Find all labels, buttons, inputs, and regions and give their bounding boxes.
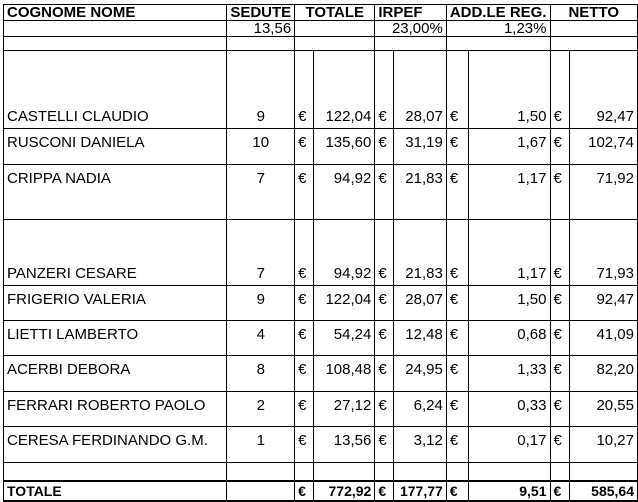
spacer-cell[interactable] <box>4 463 227 481</box>
sedute-cell[interactable]: 2 <box>227 392 295 427</box>
irpef-cell[interactable]: 6,24 <box>394 392 446 427</box>
currency-cell[interactable]: € <box>446 51 469 129</box>
table-row <box>4 356 638 392</box>
table-row <box>4 165 638 220</box>
currency-cell[interactable]: € <box>295 356 314 392</box>
spacer-cell[interactable] <box>569 463 637 481</box>
name-cell[interactable]: ACERBI DEBORA <box>4 356 227 392</box>
currency-cell[interactable]: € <box>446 286 469 321</box>
irpef-cell[interactable]: 21,83 <box>394 220 446 286</box>
totale-cell[interactable]: 94,92 <box>314 165 375 220</box>
currency-cell[interactable]: € <box>295 129 314 165</box>
irpef-cell[interactable]: 3,12 <box>394 427 446 463</box>
addreg-cell[interactable]: 1,17 <box>469 165 550 220</box>
irpef-cell[interactable]: 12,48 <box>394 321 446 356</box>
currency-cell[interactable]: € <box>446 481 469 501</box>
rates-row <box>4 21 638 37</box>
header-name[interactable]: COGNOME NOME <box>4 5 227 21</box>
currency-cell[interactable]: € <box>550 481 569 501</box>
name-cell[interactable]: FRIGERIO VALERIA <box>4 286 227 321</box>
table-row <box>4 427 638 463</box>
sedute-cell[interactable]: 1 <box>227 427 295 463</box>
rate-totale-blank[interactable] <box>295 21 375 37</box>
name-cell[interactable]: LIETTI LAMBERTO <box>4 321 227 356</box>
currency-cell[interactable]: € <box>375 129 394 165</box>
addreg-cell[interactable]: 1,17 <box>469 220 550 286</box>
currency-cell[interactable]: € <box>375 321 394 356</box>
name-cell[interactable]: PANZERI CESARE <box>4 220 227 286</box>
compensation-table <box>3 4 638 502</box>
totale-cell[interactable]: 13,56 <box>314 427 375 463</box>
netto-cell[interactable]: 82,20 <box>569 356 637 392</box>
table-row <box>4 129 638 165</box>
name-cell[interactable]: RUSCONI DANIELA <box>4 129 227 165</box>
totale-cell[interactable]: 135,60 <box>314 129 375 165</box>
irpef-cell[interactable]: 28,07 <box>394 286 446 321</box>
currency-cell[interactable]: € <box>375 220 394 286</box>
rate-netto-blank[interactable] <box>550 21 638 37</box>
currency-cell[interactable]: € <box>295 286 314 321</box>
totale-cell[interactable]: 108,48 <box>314 356 375 392</box>
netto-cell[interactable]: 71,93 <box>569 220 637 286</box>
spacer-cell[interactable] <box>295 463 314 481</box>
currency-cell[interactable]: € <box>295 165 314 220</box>
netto-cell[interactable]: 92,47 <box>569 286 637 321</box>
addreg-cell[interactable]: 0,68 <box>469 321 550 356</box>
currency-cell[interactable]: € <box>550 321 569 356</box>
netto-cell[interactable]: 20,55 <box>569 392 637 427</box>
currency-cell[interactable]: € <box>295 392 314 427</box>
currency-cell[interactable]: € <box>446 220 469 286</box>
spacer-cell[interactable] <box>227 37 295 51</box>
irpef-cell[interactable]: 31,19 <box>394 129 446 165</box>
rates-blank[interactable] <box>4 21 227 37</box>
currency-cell[interactable]: € <box>550 286 569 321</box>
spacer-cell[interactable] <box>446 37 550 51</box>
netto-cell[interactable]: 102,74 <box>569 129 637 165</box>
total-totale[interactable]: 772,92 <box>314 481 375 501</box>
irpef-cell[interactable]: 24,95 <box>394 356 446 392</box>
header-totale[interactable]: TOTALE <box>295 5 375 21</box>
currency-cell[interactable]: € <box>375 392 394 427</box>
irpef-cell[interactable]: 28,07 <box>394 51 446 129</box>
irpef-cell[interactable]: 21,83 <box>394 165 446 220</box>
spacer-row <box>4 37 638 51</box>
currency-cell[interactable]: € <box>446 427 469 463</box>
spacer-cell[interactable] <box>394 463 446 481</box>
currency-cell[interactable]: € <box>295 481 314 501</box>
table-row <box>4 392 638 427</box>
table-row <box>4 321 638 356</box>
addreg-cell[interactable]: 1,50 <box>469 286 550 321</box>
spacer-cell[interactable] <box>375 37 446 51</box>
header-sedute[interactable]: SEDUTE <box>227 5 295 21</box>
netto-cell[interactable]: 71,92 <box>569 165 637 220</box>
sedute-cell[interactable]: 9 <box>227 286 295 321</box>
spacer-cell[interactable] <box>227 463 295 481</box>
sedute-cell[interactable]: 7 <box>227 165 295 220</box>
currency-cell[interactable]: € <box>550 51 569 129</box>
header-addreg[interactable]: ADD.LE REG. <box>446 5 550 21</box>
currency-cell[interactable]: € <box>550 427 569 463</box>
spacer-row <box>4 463 638 481</box>
currency-cell[interactable]: € <box>295 220 314 286</box>
currency-cell[interactable]: € <box>550 392 569 427</box>
rate-sedute[interactable]: 13,56 <box>227 21 295 37</box>
spacer-cell[interactable] <box>446 463 469 481</box>
sedute-cell[interactable]: 4 <box>227 321 295 356</box>
table-row <box>4 220 638 286</box>
currency-cell[interactable]: € <box>295 321 314 356</box>
currency-cell[interactable]: € <box>375 356 394 392</box>
header-irpef[interactable]: IRPEF <box>375 5 446 21</box>
currency-cell[interactable]: € <box>295 427 314 463</box>
currency-cell[interactable]: € <box>375 286 394 321</box>
addreg-cell[interactable]: 1,67 <box>469 129 550 165</box>
currency-cell[interactable]: € <box>375 51 394 129</box>
totale-cell[interactable]: 122,04 <box>314 286 375 321</box>
header-row <box>4 5 638 21</box>
header-netto[interactable]: NETTO <box>550 5 638 21</box>
currency-cell[interactable]: € <box>375 481 394 501</box>
rate-addreg[interactable]: 1,23% <box>446 21 550 37</box>
currency-cell[interactable]: € <box>446 165 469 220</box>
spacer-cell[interactable] <box>375 463 394 481</box>
currency-cell[interactable]: € <box>446 356 469 392</box>
sedute-cell[interactable]: 10 <box>227 129 295 165</box>
currency-cell[interactable]: € <box>295 51 314 129</box>
rate-irpef[interactable]: 23,00% <box>375 21 446 37</box>
netto-cell[interactable]: 41,09 <box>569 321 637 356</box>
netto-cell[interactable]: 10,27 <box>569 427 637 463</box>
table-row <box>4 286 638 321</box>
currency-cell[interactable]: € <box>550 129 569 165</box>
totale-cell[interactable]: 122,04 <box>314 51 375 129</box>
currency-cell[interactable]: € <box>446 321 469 356</box>
currency-cell[interactable]: € <box>375 427 394 463</box>
name-cell[interactable]: CRIPPA NADIA <box>4 165 227 220</box>
table-row <box>4 51 638 129</box>
addreg-cell[interactable]: 0,17 <box>469 427 550 463</box>
name-cell[interactable]: CERESA FERDINANDO G.M. <box>4 427 227 463</box>
total-label[interactable]: TOTALE <box>4 481 227 501</box>
total-addreg[interactable]: 9,51 <box>469 481 550 501</box>
spacer-cell[interactable] <box>4 37 227 51</box>
name-cell[interactable]: CASTELLI CLAUDIO <box>4 51 227 129</box>
spacer-cell[interactable] <box>550 37 638 51</box>
name-cell[interactable]: FERRARI ROBERTO PAOLO <box>4 392 227 427</box>
currency-cell[interactable]: € <box>375 165 394 220</box>
total-irpef[interactable]: 177,77 <box>394 481 446 501</box>
totale-cell[interactable]: 94,92 <box>314 220 375 286</box>
currency-cell[interactable]: € <box>446 392 469 427</box>
currency-cell[interactable]: € <box>446 129 469 165</box>
total-netto[interactable]: 585,64 <box>569 481 637 501</box>
totale-cell[interactable]: 27,12 <box>314 392 375 427</box>
spacer-cell[interactable] <box>295 37 375 51</box>
sedute-cell[interactable]: 7 <box>227 220 295 286</box>
addreg-cell[interactable]: 0,33 <box>469 392 550 427</box>
currency-cell[interactable]: € <box>550 220 569 286</box>
spacer-cell[interactable] <box>469 463 550 481</box>
sedute-cell[interactable]: 8 <box>227 356 295 392</box>
currency-cell[interactable]: € <box>550 356 569 392</box>
totale-cell[interactable]: 54,24 <box>314 321 375 356</box>
sedute-cell[interactable]: 9 <box>227 51 295 129</box>
addreg-cell[interactable]: 1,33 <box>469 356 550 392</box>
netto-cell[interactable]: 92,47 <box>569 51 637 129</box>
addreg-cell[interactable]: 1,50 <box>469 51 550 129</box>
spacer-cell[interactable] <box>314 463 375 481</box>
currency-cell[interactable]: € <box>550 165 569 220</box>
spacer-cell[interactable] <box>550 463 569 481</box>
